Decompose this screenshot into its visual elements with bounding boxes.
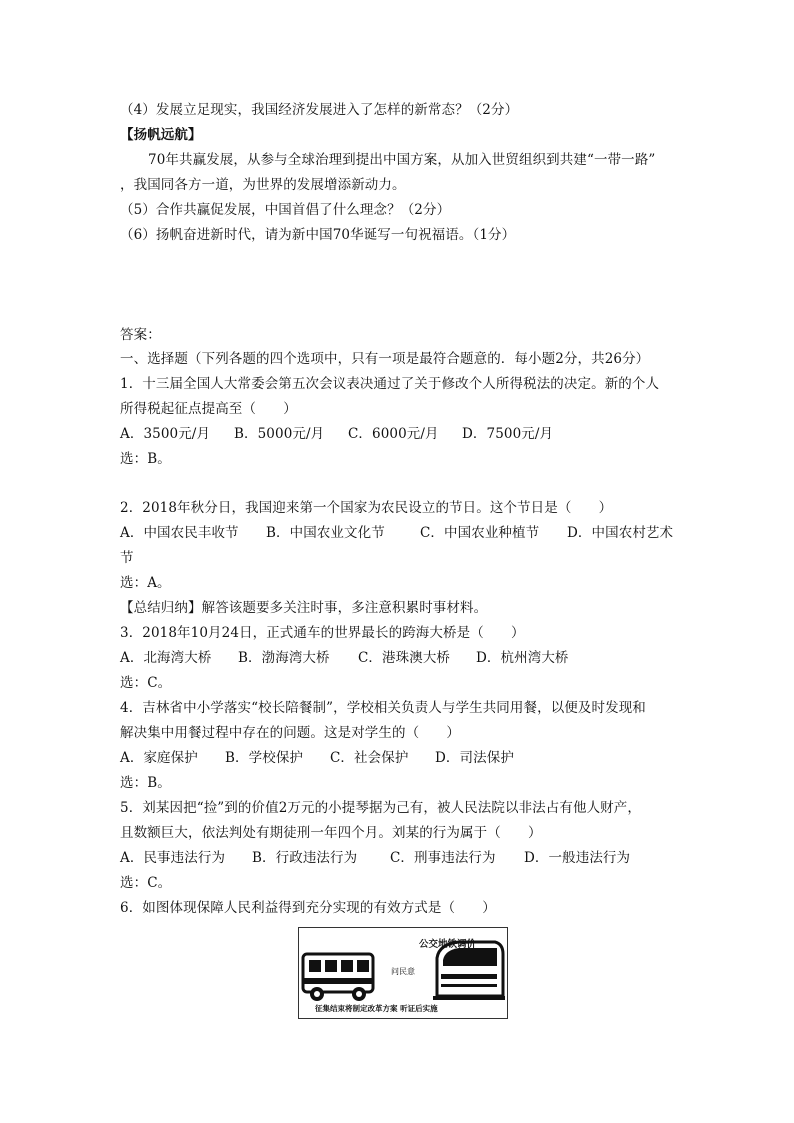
q3-option-a: A．北海湾大桥 <box>120 650 212 666</box>
q2-answer: 选：A。 <box>120 575 171 591</box>
figure-subtitle: 问民意 <box>391 967 415 976</box>
q3-options <box>120 649 569 667</box>
section-title: 【扬帆远航】 <box>120 127 202 143</box>
summary-note: 【总结归纳】解答该题要多关注时事，多注意积累时事材料。 <box>120 600 488 616</box>
q5b-answer: 选：C。 <box>120 875 172 891</box>
q3-line-1: 3．2018年10月24日，正式通车的世界最长的跨海大桥是（ ） <box>120 625 525 641</box>
q1-line-2: 所得税起征点提高至（ ） <box>120 401 297 417</box>
q4b-line-2: 解决集中用餐过程中存在的问题。这是对学生的（ ） <box>120 725 460 741</box>
bus-icon <box>299 946 379 1006</box>
q4b-answer: 选：B。 <box>120 775 171 791</box>
q6b-line-1: 6．如图体现保障人民利益得到充分实现的有效方式是（ ） <box>120 900 496 916</box>
q5b-line-2: 且数额巨大，依法判处有期徒刑一年四个月。刘某的行为属于（ ） <box>120 825 542 841</box>
q4b-option-a: A．家庭保护 <box>120 750 198 766</box>
q2-option-c: C．中国农业种植节 <box>420 525 540 541</box>
q4b-option-c: C．社会保护 <box>330 750 409 766</box>
q1-options <box>120 425 553 443</box>
q4b-options <box>120 749 514 767</box>
q4b-line-1: 4．吉林省中小学落实“校长陪餐制”，学校相关负责人与学生共同用餐，以便及时发现和 <box>120 700 646 716</box>
question-5: （5）合作共赢促发展，中国首倡了什么理念？（2分） <box>120 202 451 218</box>
q3-option-d: D．杭州湾大桥 <box>476 650 569 666</box>
q5b-option-b: B．行政违法行为 <box>252 850 358 866</box>
q2-option-a: A．中国农民丰收节 <box>120 525 239 541</box>
q2-option-d: D．中国农村艺术 <box>567 525 674 541</box>
paragraph-line-2: ，我国同各方一道，为世界的发展增添新动力。 <box>120 177 406 193</box>
q1-option-c: C．6000元/月 <box>348 426 439 442</box>
q3-option-b: B．渤海湾大桥 <box>238 650 330 666</box>
q5b-option-d: D．一般违法行为 <box>524 850 631 866</box>
figure-caption: 征集结束将制定改革方案 听证后实施 <box>315 1004 438 1013</box>
q3-option-c: C．港珠澳大桥 <box>358 650 451 666</box>
question-6: （6）扬帆奋进新时代，请为新中国70华诞写一句祝福语。（1分） <box>120 227 516 243</box>
q2-line-wrap: 节 <box>120 550 134 566</box>
q5b-line-1: 5．刘某因把“捡”到的价值2万元的小提琴据为己有，被人民法院以非法占有他人财产， <box>120 800 641 816</box>
q5b-option-a: A．民事违法行为 <box>120 850 226 866</box>
part-one-heading: 一、选择题（下列各题的四个选项中，只有一项是最符合题意的．每小题2分，共26分） <box>120 351 650 367</box>
answer-label: 答案： <box>120 327 161 343</box>
q4b-option-b: B．学校保护 <box>225 750 304 766</box>
q1-option-d: D．7500元/月 <box>462 426 554 442</box>
q2-line-1: 2．2018年秋分日，我国迎来第一个国家为农民设立的节日。这个节日是（ ） <box>120 500 613 516</box>
figure-title: 公交地铁调价 <box>419 939 477 950</box>
q2-option-b: B．中国农业文化节 <box>266 525 385 541</box>
q2-options <box>120 524 673 542</box>
q1-option-a: A．3500元/月 <box>120 426 211 442</box>
q3-answer: 选：C。 <box>120 675 172 691</box>
paragraph-line-1: 70年共赢发展，从参与全球治理到提出中国方案，从加入世贸组织到共建“一带一路” <box>148 152 656 168</box>
q5b-options <box>120 849 630 867</box>
q4b-option-d: D．司法保护 <box>435 750 514 766</box>
q5b-option-c: C．刑事违法行为 <box>390 850 496 866</box>
cartoon-figure <box>298 927 508 1019</box>
question-4: （4）发展立足现实，我国经济发展进入了怎样的新常态？（2分） <box>120 102 519 118</box>
q1-answer: 选：B。 <box>120 451 171 467</box>
q1-option-b: B．5000元/月 <box>234 426 325 442</box>
q1-line-1: 1．十三届全国人大常委会第五次会议表决通过了关于修改个人所得税法的决定。新的个人 <box>120 376 660 392</box>
